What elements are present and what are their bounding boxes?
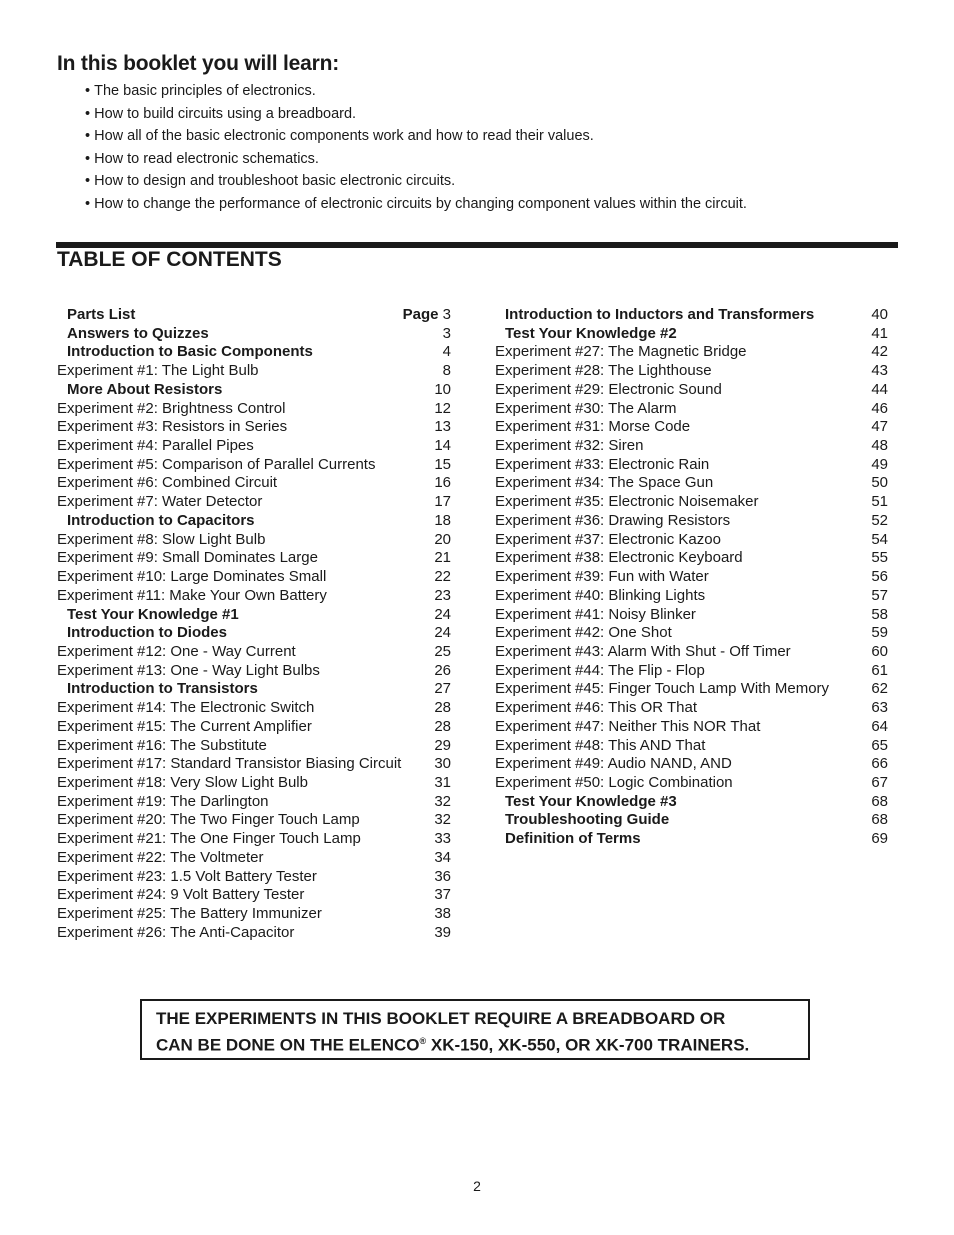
toc-entry-title: Experiment #28: The Lighthouse	[495, 362, 712, 380]
toc-page-label: Page	[402, 306, 439, 323]
toc-entry-title: Experiment #25: The Battery Immunizer	[57, 905, 322, 922]
toc-entry-page: 34	[434, 848, 451, 866]
toc-entry-page: 46	[871, 399, 888, 417]
learn-item: • The basic principles of electronics.	[85, 80, 747, 103]
toc-entry-title: Experiment #31: Morse Code	[495, 418, 691, 436]
toc-entry-title: Experiment #21: The One Finger Touch Lamp	[57, 830, 361, 848]
toc-entry-title: Experiment #43: Alarm With Shut - Off Timer	[495, 642, 791, 660]
toc-entry-page: 68	[871, 811, 888, 829]
toc-entry-title: More About Resistors	[67, 380, 223, 398]
toc-entry-title: Test Your Knowledge #2	[505, 324, 677, 342]
toc-entry-page: 28	[434, 717, 451, 735]
toc-entry	[57, 755, 451, 774]
toc-entry	[495, 325, 888, 344]
toc-entry-page: 56	[871, 568, 888, 586]
toc-entry-page: 64	[871, 717, 888, 735]
toc-entry-page: 54	[871, 530, 888, 548]
toc-entry-page: 10	[434, 380, 451, 398]
toc-entry-page: 68	[871, 792, 888, 810]
toc-entry	[495, 680, 888, 699]
toc-entry	[57, 325, 451, 344]
toc-entry-page: 32	[434, 811, 451, 829]
toc-entry	[495, 811, 888, 830]
toc-entry-page: 42	[871, 343, 888, 361]
toc-entry	[495, 793, 888, 812]
toc-entry-title: Experiment #50: Logic Combination	[495, 773, 733, 791]
toc-entry-title: Experiment #8: Slow Light Bulb	[57, 530, 266, 548]
toc-entry-page: 30	[434, 755, 451, 773]
toc-entry-title: Experiment #29: Electronic Sound	[495, 380, 722, 398]
toc-entry	[495, 568, 888, 587]
toc-entry-page: 32	[434, 792, 451, 810]
toc-entry-title: Experiment #6: Combined Circuit	[57, 474, 278, 492]
toc-entry-title: Experiment #4: Parallel Pipes	[57, 437, 254, 455]
toc-entry-title: Experiment #7: Water Detector	[57, 493, 263, 511]
notice-line-2-end: XK-150, XK-550, OR XK-700 TRAINERS.	[426, 1035, 750, 1055]
toc-entry-title: Test Your Knowledge #3	[505, 792, 677, 810]
toc-entry-page: 52	[871, 511, 888, 529]
toc-entry	[57, 699, 451, 718]
learn-heading: In this booklet you will learn:	[57, 52, 339, 75]
toc-entry-page: 24	[434, 624, 451, 642]
toc-entry-page: 44	[871, 380, 888, 398]
toc-entry-title: Experiment #46: This OR That	[495, 699, 698, 717]
toc-entry-page: 48	[871, 437, 888, 455]
toc-entry	[495, 624, 888, 643]
toc-entry	[495, 418, 888, 437]
toc-entry	[57, 680, 451, 699]
toc-entry	[57, 437, 451, 456]
toc-entry	[57, 737, 451, 756]
toc-entry-title: Experiment #20: The Two Finger Touch Lamp	[57, 811, 360, 829]
toc-entry	[57, 531, 451, 550]
toc-entry-page: 55	[871, 549, 888, 567]
toc-entry-title: Experiment #11: Make Your Own Battery	[57, 586, 327, 604]
requirements-notice	[140, 999, 810, 1060]
learn-item: • How to build circuits using a breadboard.	[85, 103, 747, 126]
toc-entry	[57, 418, 451, 437]
toc-entry-page: 22	[434, 568, 451, 586]
toc-entry	[57, 493, 451, 512]
toc-entry	[57, 456, 451, 475]
toc-entry	[57, 811, 451, 830]
toc-entry	[495, 643, 888, 662]
toc-entry-title: Experiment #32: Siren	[495, 437, 644, 455]
toc-entry	[495, 774, 888, 793]
learn-item: • How to change the performance of electronic circuits by changing component values within the circuit.	[85, 193, 747, 216]
toc-entry	[495, 606, 888, 625]
toc-entry-title: Experiment #34: The Space Gun	[495, 474, 714, 492]
learn-item: • How to design and troubleshoot basic electronic circuits.	[85, 170, 747, 193]
toc-entry	[57, 624, 451, 643]
toc-entry	[495, 400, 888, 419]
toc-entry-page: 33	[434, 830, 451, 848]
toc-entry-title: Troubleshooting Guide	[505, 811, 670, 829]
toc-entry-page: 4	[442, 343, 451, 361]
toc-entry-page: 47	[871, 418, 888, 436]
toc-entry	[57, 868, 451, 887]
toc-entry	[57, 830, 451, 849]
toc-entry-page: 37	[434, 886, 451, 904]
toc-entry	[57, 643, 451, 662]
toc-entry	[57, 474, 451, 493]
toc-entry-page: 60	[871, 642, 888, 660]
toc-entry	[495, 512, 888, 531]
toc-entry-page: 16	[434, 474, 451, 492]
toc-entry-page: 50	[871, 474, 888, 492]
toc-entry	[57, 793, 451, 812]
toc-entry-title: Experiment #48: This AND That	[495, 736, 706, 754]
toc-entry-page: 25	[434, 642, 451, 660]
toc-entry	[495, 699, 888, 718]
toc-entry-page: 49	[871, 455, 888, 473]
registered-mark: ®	[419, 1036, 427, 1046]
toc-entry-page: 31	[434, 773, 451, 791]
toc-entry-page: 66	[871, 755, 888, 773]
toc-entry-title: Experiment #19: The Darlington	[57, 792, 269, 810]
toc-entry	[57, 606, 451, 625]
toc-entry-title: Experiment #15: The Current Amplifier	[57, 717, 312, 735]
toc-entry	[495, 381, 888, 400]
notice-line-2-start: CAN BE DONE ON THE ELENCO	[156, 1035, 420, 1055]
toc-entry	[495, 531, 888, 550]
toc-entry-page: 67	[871, 773, 888, 791]
toc-entry-page: 20	[434, 530, 451, 548]
toc-entry-page: 29	[434, 736, 451, 754]
toc-entry	[495, 830, 888, 849]
toc-entry-page: 69	[871, 830, 888, 848]
toc-entry-title: Experiment #44: The Flip - Flop	[495, 661, 705, 679]
toc-entry	[57, 587, 451, 606]
toc-entry-page: 17	[434, 493, 451, 511]
toc-entry-title: Experiment #40: Blinking Lights	[495, 586, 706, 604]
toc-entry-page: 38	[434, 905, 451, 922]
toc-entry	[57, 924, 451, 943]
toc-entry-title: Experiment #26: The Anti-Capacitor	[57, 923, 295, 941]
toc-entry-title: Experiment #9: Small Dominates Large	[57, 549, 318, 567]
toc-entry-page: 18	[434, 511, 451, 529]
learn-item: • How all of the basic electronic components work and how to read their values.	[85, 125, 747, 148]
toc-entry-title: Experiment #47: Neither This NOR That	[495, 717, 761, 735]
toc-entry-title: Introduction to Transistors	[67, 680, 258, 698]
toc-entry-title: Parts List	[67, 306, 136, 323]
toc-entry	[57, 400, 451, 419]
toc-entry-page: 40	[871, 306, 888, 323]
toc-entry-title: Experiment #49: Audio NAND, AND	[495, 755, 732, 773]
toc-left-column	[57, 306, 451, 942]
toc-entry-title: Experiment #12: One - Way Current	[57, 642, 296, 660]
toc-entry-page: 65	[871, 736, 888, 754]
toc-entry	[57, 381, 451, 400]
toc-entry-title: Experiment #33: Electronic Rain	[495, 455, 710, 473]
toc-entry	[57, 849, 451, 868]
toc-entry-page: 3	[442, 324, 451, 342]
toc-entry-title: Test Your Knowledge #1	[67, 605, 239, 623]
toc-entry-page	[403, 306, 451, 325]
page-number: 2	[473, 1178, 481, 1194]
learn-list	[85, 80, 747, 215]
toc-entry-title: Experiment #18: Very Slow Light Bulb	[57, 773, 308, 791]
toc-entry-title: Experiment #38: Electronic Keyboard	[495, 549, 743, 567]
toc-entry	[57, 662, 451, 681]
toc-entry	[495, 737, 888, 756]
toc-entry-title: Experiment #17: Standard Transistor Biasing Circuit	[57, 755, 402, 773]
toc-entry	[495, 755, 888, 774]
toc-entry	[495, 306, 888, 325]
toc-entry-title: Experiment #3: Resistors in Series	[57, 418, 288, 436]
toc-entry-page: 24	[434, 605, 451, 623]
toc-entry-page: 13	[434, 418, 451, 436]
toc-entry-page: 43	[871, 362, 888, 380]
toc-entry-page: 62	[871, 680, 888, 698]
toc-entry-page: 15	[434, 455, 451, 473]
toc-entry-title: Experiment #22: The Voltmeter	[57, 848, 264, 866]
notice-line-1: THE EXPERIMENTS IN THIS BOOKLET REQUIRE A BREADBOARD OR	[156, 1009, 726, 1028]
learn-item: • How to read electronic schematics.	[85, 148, 747, 171]
toc-entry-title: Experiment #16: The Substitute	[57, 736, 267, 754]
toc-entry-page: 23	[434, 586, 451, 604]
toc-entry	[495, 343, 888, 362]
toc-entry	[495, 549, 888, 568]
toc-entry-page: 36	[434, 867, 451, 885]
toc-entry-title: Introduction to Diodes	[67, 624, 227, 642]
toc-entry-title: Experiment #45: Finger Touch Lamp With Memory	[495, 680, 830, 698]
notice-line-2	[156, 1030, 794, 1057]
toc-entry-title: Experiment #36: Drawing Resistors	[495, 511, 731, 529]
toc-entry-page-number: 3	[442, 306, 451, 323]
toc-entry-title: Experiment #5: Comparison of Parallel Currents	[57, 455, 376, 473]
toc-entry	[57, 886, 451, 905]
toc-entry	[495, 718, 888, 737]
toc-entry-page: 28	[434, 699, 451, 717]
toc-entry-page: 51	[871, 493, 888, 511]
toc-entry-page: 41	[871, 324, 888, 342]
toc-entry-title: Answers to Quizzes	[67, 324, 209, 342]
toc-entry-title: Experiment #41: Noisy Blinker	[495, 605, 696, 623]
toc-entry-title: Experiment #10: Large Dominates Small	[57, 568, 327, 586]
toc-entry-title: Experiment #37: Electronic Kazoo	[495, 530, 721, 548]
toc-entry	[57, 905, 451, 924]
toc-entry-title: Experiment #42: One Shot	[495, 624, 672, 642]
toc-entry-page: 27	[434, 680, 451, 698]
toc-entry-title: Experiment #13: One - Way Light Bulbs	[57, 661, 320, 679]
toc-entry	[57, 362, 451, 381]
toc-entry-page: 14	[434, 437, 451, 455]
toc-entry	[57, 549, 451, 568]
toc-entry-page: 59	[871, 624, 888, 642]
toc-entry-page: 12	[434, 399, 451, 417]
toc-entry-page: 26	[434, 661, 451, 679]
toc-entry	[495, 493, 888, 512]
toc-entry-title: Experiment #24: 9 Volt Battery Tester	[57, 886, 305, 904]
toc-entry	[57, 774, 451, 793]
toc-entry	[495, 662, 888, 681]
toc-entry-title: Experiment #14: The Electronic Switch	[57, 699, 315, 717]
toc-entry-page: 8	[442, 362, 451, 380]
toc-entry	[57, 718, 451, 737]
toc-entry-page: 63	[871, 699, 888, 717]
toc-entry-page: 21	[434, 549, 451, 567]
toc-entry	[57, 306, 451, 325]
toc-entry-page: 39	[434, 923, 451, 941]
toc-entry	[495, 474, 888, 493]
toc-entry-title: Experiment #23: 1.5 Volt Battery Tester	[57, 867, 317, 885]
toc-entry	[57, 512, 451, 531]
toc-right-column	[495, 306, 888, 849]
toc-entry-title: Introduction to Inductors and Transformers	[505, 306, 815, 323]
toc-entry-page: 58	[871, 605, 888, 623]
toc-heading: TABLE OF CONTENTS	[57, 248, 282, 271]
toc-entry	[57, 343, 451, 362]
toc-entry	[495, 587, 888, 606]
toc-entry-title: Experiment #2: Brightness Control	[57, 399, 286, 417]
toc-entry-title: Introduction to Capacitors	[67, 511, 255, 529]
toc-entry-title: Experiment #1: The Light Bulb	[57, 362, 259, 380]
toc-entry-title: Experiment #30: The Alarm	[495, 399, 677, 417]
toc-entry	[57, 568, 451, 587]
toc-entry-title: Experiment #39: Fun with Water	[495, 568, 709, 586]
toc-entry-title: Introduction to Basic Components	[67, 343, 313, 361]
toc-entry-title: Experiment #27: The Magnetic Bridge	[495, 343, 747, 361]
toc-entry-title: Definition of Terms	[505, 830, 641, 848]
toc-entry	[495, 437, 888, 456]
toc-entry-page: 61	[871, 661, 888, 679]
toc-entry-page: 57	[871, 586, 888, 604]
toc-entry-title: Experiment #35: Electronic Noisemaker	[495, 493, 759, 511]
toc-entry	[495, 456, 888, 475]
toc-entry	[495, 362, 888, 381]
